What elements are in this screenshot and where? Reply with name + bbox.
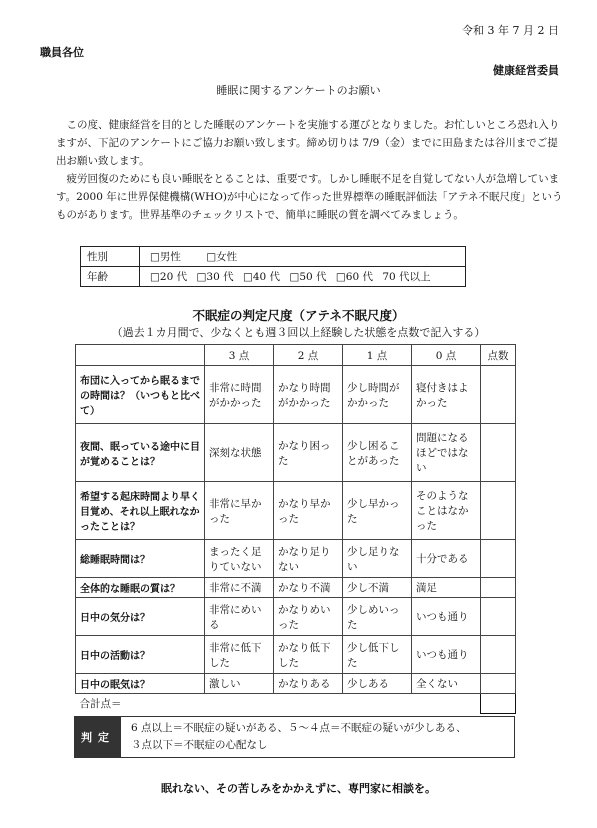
age-label: 年齢 (81, 267, 140, 287)
answer-cell[interactable]: 全くない (412, 674, 481, 694)
answer-cell[interactable]: 少し低下した (343, 636, 412, 674)
table-row (76, 424, 516, 482)
answer-cell[interactable]: 非常に早かった (205, 482, 274, 540)
question-cell: 日中の眠気は？ (76, 674, 205, 694)
table-row (76, 598, 516, 636)
answer-cell[interactable]: 非常に不満 (205, 578, 274, 598)
answer-cell[interactable]: かなりめいった (274, 598, 343, 636)
answer-cell[interactable]: いつも通り (412, 636, 481, 674)
paragraph: 疲労回復のためにも良い睡眠をとることは、重要です。しかし睡眠不足を自覚してない人が急増しています。2000 年に世界保健機構(WHO)が中心になって作った世界標準の睡眠評価法「アテネ不眠尺度」というものがあります。世界基準のチェックリストで、簡単に睡眠の質を調べてみましょう。 (56, 173, 563, 221)
table-header-row (76, 345, 516, 366)
total-row (76, 694, 516, 714)
answer-cell[interactable]: まったく足りていない (205, 540, 274, 578)
age-option[interactable]: □60 代 (335, 271, 373, 283)
answer-cell[interactable]: かなり時間がかかった (274, 366, 343, 424)
answer-cell[interactable]: 非常に時間がかかった (205, 366, 274, 424)
total-score-input[interactable] (481, 694, 516, 714)
judgement-label: 判定 (75, 717, 121, 757)
judgement-line: ３点以下＝不眠症の心配なし (131, 739, 268, 751)
answer-cell[interactable]: 十分である (412, 540, 481, 578)
question-cell: 日中の気分は？ (76, 598, 205, 636)
answer-cell[interactable]: かなり不満 (274, 578, 343, 598)
question-cell: 総睡眠時間は？ (76, 540, 205, 578)
recipient: 職員各位 (40, 46, 84, 59)
answer-cell[interactable]: 少し足りない (343, 540, 412, 578)
judgement-criteria (131, 720, 467, 754)
answer-cell[interactable]: 非常にめいる (205, 598, 274, 636)
question-cell: 希望する起床時間より早く目覚め、それ以上眠れなかったことは？ (76, 482, 205, 540)
athens-scale-title: 不眠症の判定尺度（アテネ不眠尺度） (192, 308, 405, 323)
gender-option-female[interactable]: □女性 (206, 251, 238, 263)
paragraph: この度、健康経営を目的とした睡眠のアンケートを実施する運びとなりました。お忙しいところ恐れ入りますが、下記のアンケートにご協力お願い致します。締め切りは 7/9（金）までに田島または谷川までご提出お願い致します。 (56, 119, 560, 167)
score-input-cell[interactable] (481, 598, 516, 636)
age-option[interactable]: □30 代 (196, 271, 234, 283)
header-cell: 0 点 (412, 345, 481, 366)
answer-cell[interactable]: 激しい (205, 674, 274, 694)
answer-cell[interactable]: かなりある (274, 674, 343, 694)
answer-cell[interactable]: 問題になるほどではない (412, 424, 481, 482)
answer-cell[interactable]: 少しある (343, 674, 412, 694)
answer-cell[interactable]: 満足 (412, 578, 481, 598)
sender: 健康経営委員 (493, 64, 559, 77)
answer-cell[interactable]: 少し時間がかかった (343, 366, 412, 424)
answer-cell[interactable]: 非常に低下した (205, 636, 274, 674)
total-label: 合計点＝ (79, 698, 122, 711)
answer-cell[interactable]: 少し困ることがあった (343, 424, 412, 482)
question-cell: 夜間、眠っている途中に目が覚めることは？ (76, 424, 205, 482)
header-cell: 2 点 (274, 345, 343, 366)
score-input-cell[interactable] (481, 482, 516, 540)
score-input-cell[interactable] (481, 674, 516, 694)
answer-cell[interactable]: かなり低下した (274, 636, 343, 674)
question-cell: 日中の活動は？ (76, 636, 205, 674)
respondent-info-form (80, 246, 466, 287)
score-input-cell[interactable] (481, 636, 516, 674)
answer-cell[interactable]: 少しめいった (343, 598, 412, 636)
answer-cell[interactable]: かなり早かった (274, 482, 343, 540)
question-cell: 布団に入ってから眠るまでの時間は？（いつもと比べて） (76, 366, 205, 424)
age-option[interactable]: □20 代 (150, 271, 188, 283)
score-input-cell[interactable] (481, 366, 516, 424)
score-input-cell[interactable] (481, 424, 516, 482)
judgement-box (74, 716, 515, 758)
answer-cell[interactable]: 少し早かった (343, 482, 412, 540)
answer-cell[interactable]: 深刻な状態 (205, 424, 274, 482)
age-option[interactable]: □50 代 (289, 271, 327, 283)
age-option[interactable]: 70 代以上 (382, 271, 431, 283)
body-text (56, 116, 568, 224)
answer-cell[interactable]: かなり困った (274, 424, 343, 482)
score-input-cell[interactable] (481, 540, 516, 578)
table-row (76, 636, 516, 674)
header-cell: 3 点 (205, 345, 274, 366)
closing-message: 眠れない、その苦しみをかかえずに、専門家に相談を。 (161, 782, 436, 795)
judgement-line: 6 点以上＝不眠症の疑いがある、５～４点＝不眠症の疑いが少しある、 (131, 722, 467, 734)
table-row (76, 674, 516, 694)
gender-option-male[interactable]: □男性 (150, 251, 181, 263)
athens-scale-table (75, 344, 516, 714)
question-cell: 全体的な睡眠の質は？ (76, 578, 205, 598)
document-date: 令和 3 年 7 月 2 日 (462, 24, 559, 37)
gender-label: 性別 (81, 247, 140, 267)
age-option[interactable]: □40 代 (242, 271, 281, 283)
table-row (76, 366, 516, 424)
table-row (76, 540, 516, 578)
document-title: 睡眠に関するアンケートのお願い (216, 84, 381, 97)
answer-cell[interactable]: そのようなことはなかった (412, 482, 481, 540)
header-cell (76, 345, 205, 366)
answer-cell[interactable]: かなり足りない (274, 540, 343, 578)
athens-scale-instructions: （過去１カ月間で、少なくとも週３回以上経験した状態を点数で記入する） (111, 326, 486, 339)
age-options (140, 267, 466, 287)
gender-options (140, 247, 466, 267)
answer-cell[interactable]: 寝付きはよかった (412, 366, 481, 424)
answer-cell[interactable]: いつも通り (412, 598, 481, 636)
header-cell: 点数 (481, 345, 516, 366)
answer-cell[interactable]: 少し不満 (343, 578, 412, 598)
score-input-cell[interactable] (481, 578, 516, 598)
table-row (76, 578, 516, 598)
header-cell: 1 点 (343, 345, 412, 366)
table-row (76, 482, 516, 540)
